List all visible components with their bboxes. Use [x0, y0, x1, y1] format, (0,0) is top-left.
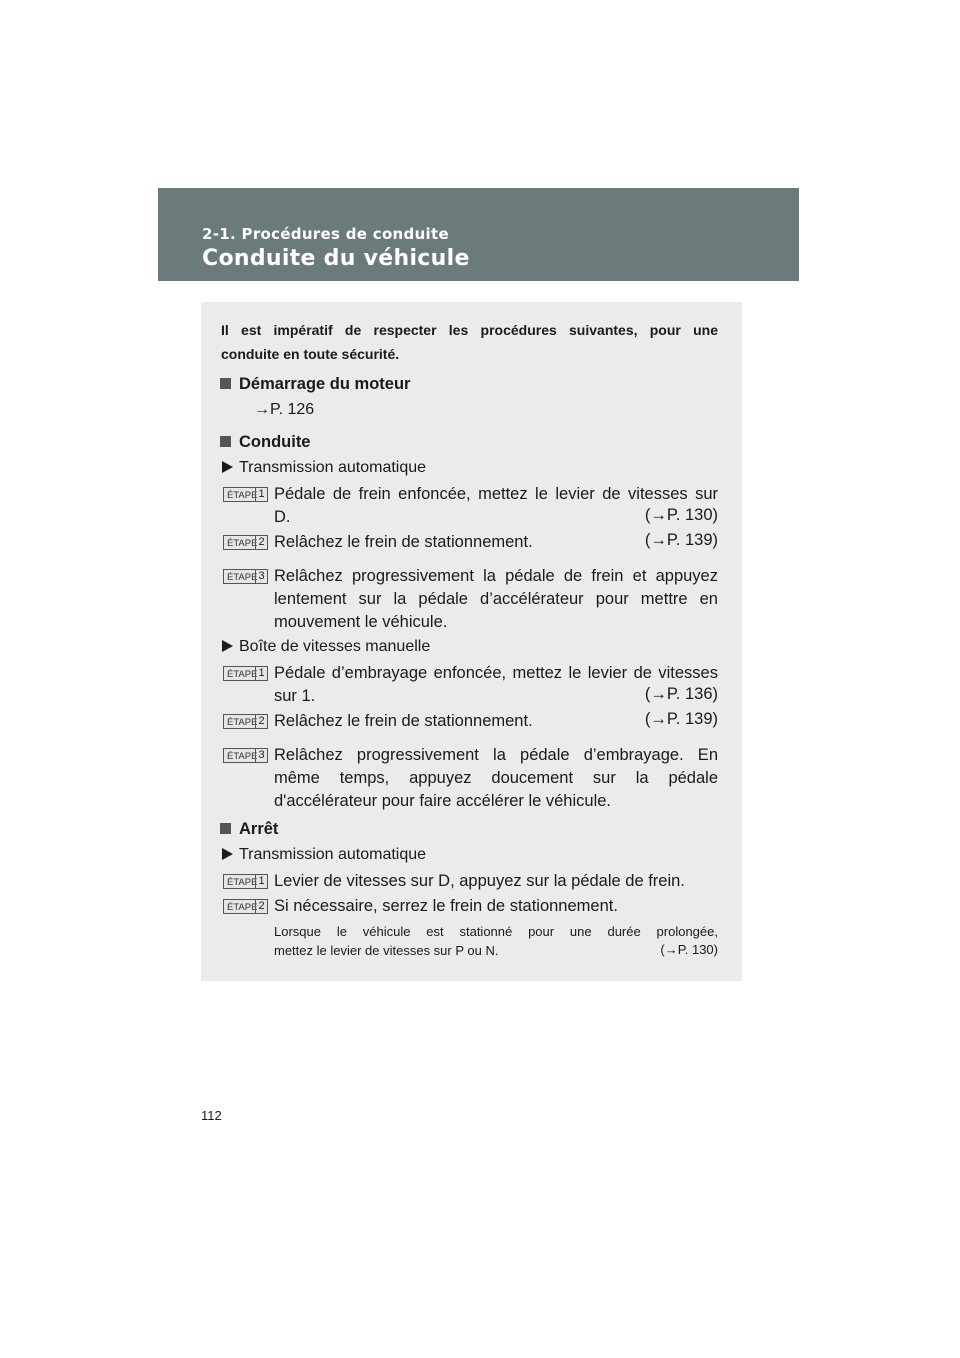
step-text: Relâchez progressivement la pédale de frein et appuyez — [274, 567, 718, 585]
page-reference: (→P. 139) — [644, 531, 718, 549]
step-text: Relâchez le frein de stationnement. — [274, 533, 533, 551]
step-badge: ÉTAPE 2 — [223, 899, 268, 914]
heading-stop: Arrêt — [220, 820, 278, 839]
note-text: Lorsque le véhicule est stationné pour une durée prolongée, — [274, 924, 718, 939]
step-text: lentement sur la pédale d’accélérateur pour mettre en — [274, 590, 718, 608]
page-reference: (→P. 130) — [644, 506, 718, 524]
step-text: sur 1. — [274, 687, 316, 705]
step-text: même temps, appuyez doucement sur la pédale — [274, 769, 718, 787]
triangle-bullet-icon — [222, 640, 233, 652]
note-text: mettez le levier de vitesses sur P ou N. — [274, 943, 499, 958]
step-text: Relâchez progressivement la pédale d’embrayage. En — [274, 746, 718, 764]
heading-start-engine: Démarrage du moteur — [220, 375, 410, 394]
triangle-bullet-icon — [222, 461, 233, 473]
page-reference: (→P. 136) — [644, 685, 718, 703]
step-text: Levier de vitesses sur D, appuyez sur la pédale de frein. — [274, 872, 685, 890]
page-number: 112 — [201, 1108, 222, 1123]
square-bullet-icon — [220, 823, 231, 834]
square-bullet-icon — [220, 378, 231, 389]
subheading-automatic: Transmission automatique — [222, 459, 426, 477]
page-reference: (→P. 130) — [660, 942, 718, 957]
step-text: Pédale de frein enfoncée, mettez le levier de vitesses sur — [274, 485, 718, 503]
step-badge: ÉTAPE 2 — [223, 714, 268, 729]
step-text: D. — [274, 508, 291, 526]
triangle-bullet-icon — [222, 848, 233, 860]
subheading-automatic: Transmission automatique — [222, 846, 426, 864]
step-badge: ÉTAPE 1 — [223, 874, 268, 889]
chapter-header — [158, 188, 799, 281]
intro-line-1: Il est impératif de respecter les procédures suivantes, pour une — [221, 322, 718, 338]
heading-driving: Conduite — [220, 433, 311, 452]
step-text: Si nécessaire, serrez le frein de stationnement. — [274, 897, 618, 915]
step-badge: ÉTAPE 3 — [223, 748, 268, 763]
page-title: Conduite du véhicule — [202, 246, 470, 271]
page-reference: (→P. 139) — [644, 710, 718, 728]
step-badge: ÉTAPE 2 — [223, 535, 268, 550]
section-label: 2-1. Procédures de conduite — [202, 225, 449, 243]
subheading-manual: Boîte de vitesses manuelle — [222, 638, 430, 656]
step-text: mouvement le véhicule. — [274, 613, 448, 631]
intro-line-2: conduite en toute sécurité. — [221, 346, 400, 362]
square-bullet-icon — [220, 436, 231, 447]
step-badge: ÉTAPE 1 — [223, 666, 268, 681]
step-text: d'accélérateur pour faire accélérer le véhicule. — [274, 792, 611, 810]
content-box — [201, 302, 742, 981]
page-reference: →P. 126 — [254, 401, 315, 418]
step-text: Relâchez le frein de stationnement. — [274, 712, 533, 730]
step-badge: ÉTAPE 3 — [223, 569, 268, 584]
step-badge: ÉTAPE 1 — [223, 487, 268, 502]
step-text: Pédale d’embrayage enfoncée, mettez le levier de vitesses — [274, 664, 718, 682]
